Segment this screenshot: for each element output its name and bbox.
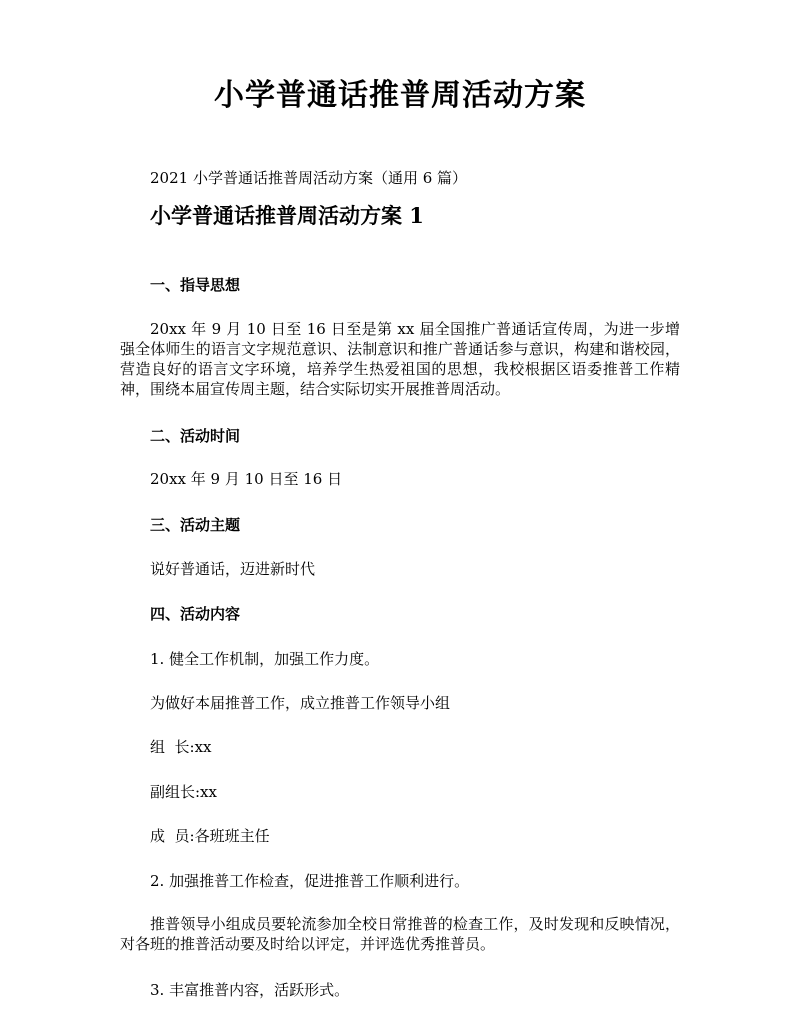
heading-activity-time: 二、活动时间	[150, 427, 241, 445]
activity-theme-text: 说好普通话，迈进新时代	[150, 560, 316, 578]
document-title: 小学普通话推普周活动方案	[214, 78, 586, 113]
group-leader: 组 长:xx	[150, 738, 212, 756]
group-vice-leader: 副组长:xx	[150, 783, 217, 801]
section-title: 小学普通话推普周活动方案 1	[150, 203, 424, 228]
heading-guiding-ideology: 一、指导思想	[150, 276, 241, 294]
activity-time-text: 20xx 年 9 月 10 日至 16 日	[150, 470, 343, 488]
paragraph-inspection: 推普领导小组成员要轮流参加全校日常推普的检查工作，及时发现和反映情况，对各班的推普活动要及时给以评定，并评选优秀推普员。	[120, 915, 680, 953]
list-item: 3. 丰富推普内容，活跃形式。	[150, 981, 350, 999]
paragraph-guiding-ideology: 20xx 年 9 月 10 日至 16 日至是第 xx 届全国推广普通话宣传周，为进一步增强全体师生的语言文字规范意识、法制意识和推广普通话参与意识，构建和谐校园，营造良好的语言文字环境，培养学生热爱祖国的思想，我校根据区语委推普工作精神，围绕本届宣传周主题，结合实际切实开展推普周活动。	[120, 320, 680, 398]
list-item: 1. 健全工作机制，加强工作力度。	[150, 650, 380, 668]
heading-activity-content: 四、活动内容	[150, 605, 241, 623]
list-item-detail: 为做好本届推普工作，成立推普工作领导小组	[150, 694, 451, 712]
list-item: 2. 加强推普工作检查，促进推普工作顺利进行。	[150, 872, 470, 890]
document-subtitle: 2021 小学普通话推普周活动方案（通用 6 篇）	[150, 169, 468, 187]
heading-activity-theme: 三、活动主题	[150, 516, 241, 534]
group-members: 成 员:各班班主任	[150, 827, 270, 845]
